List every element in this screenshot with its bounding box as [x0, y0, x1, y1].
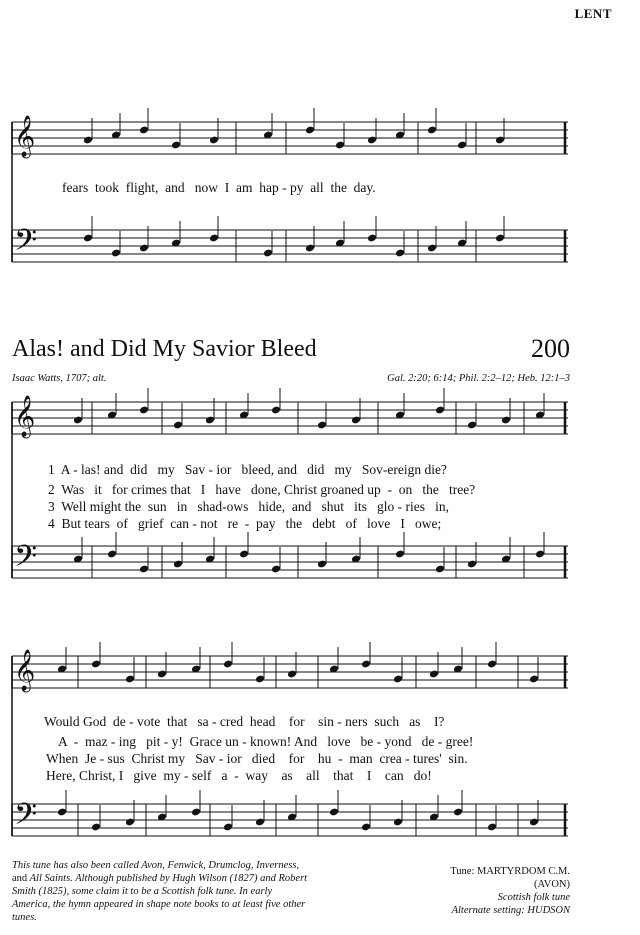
tune-info: [450, 865, 570, 917]
verse-3-line-1: 3 Well might the sun in shad-ows hide, and shut its glo - ries in,: [48, 499, 450, 514]
tune-alt-name: (AVON): [534, 879, 570, 890]
verse-2-line-2: A - maz - ing pit - y! Grace un - known! And love be - yond de - gree!: [58, 734, 474, 749]
bass-clef: 𝄢: [14, 798, 38, 839]
hymn-note-part2: All Saints. Although published by Hugh Wilson (1827) and Robert Smith (1825), some claim it to be a Scottish folk tune. In early America, the hymn appeared in shape note books to at least five other tunes.: [12, 873, 308, 923]
verse-2-line-1: 2 Was it for crimes that I have done, Christ groaned up - on the tree?: [48, 482, 476, 497]
hymn-note: [12, 859, 312, 924]
verse-1-line-2: Would God de - vote that sa - cred head for sin - ners such as I?: [44, 714, 445, 729]
alternate-setting: Alternate setting: HUDSON: [451, 905, 570, 916]
hymn-author: Isaac Watts, 1707; alt.: [12, 373, 107, 384]
top-system-lyrics: fears took flight, and now I am hap - py all the day.: [62, 180, 376, 195]
bass-clef: 𝄢: [14, 540, 38, 581]
hymn-note-part1: This tune has also been called Avon, Fenwick, Drumclog, Inverness,: [12, 860, 300, 871]
tune-name: Tune: MARTYRDOM C.M.: [450, 866, 570, 877]
verse-1-line-1: 1 A - las! and did my Sav - ior bleed, and did my Sov-ereign die?: [48, 462, 447, 477]
bass-clef: 𝄢: [14, 224, 38, 265]
treble-clef: 𝄞: [14, 396, 36, 437]
hymn-number: 200: [531, 334, 570, 363]
verse-4-line-2: Here, Christ, I give my - self a - way as all that I can do!: [46, 768, 432, 783]
verse-4-line-1: 4 But tears of grief can - not re - pay the debt of love I owe;: [48, 516, 442, 531]
section-label: LENT: [574, 6, 612, 21]
hymn-title: Alas! and Did My Savior Bleed: [12, 336, 317, 362]
treble-clef: 𝄞: [14, 650, 36, 691]
treble-clef: 𝄞: [14, 116, 36, 157]
tune-origin: Scottish folk tune: [497, 892, 570, 903]
hymn-scripture: Gal. 2:20; 6:14; Phil. 2:2–12; Heb. 12:1–3: [387, 373, 570, 384]
verse-3-line-2: When Je - sus Christ my Sav - ior died for hu - man crea - tures' sin.: [46, 751, 468, 766]
hymn-note-and: and: [12, 873, 28, 884]
